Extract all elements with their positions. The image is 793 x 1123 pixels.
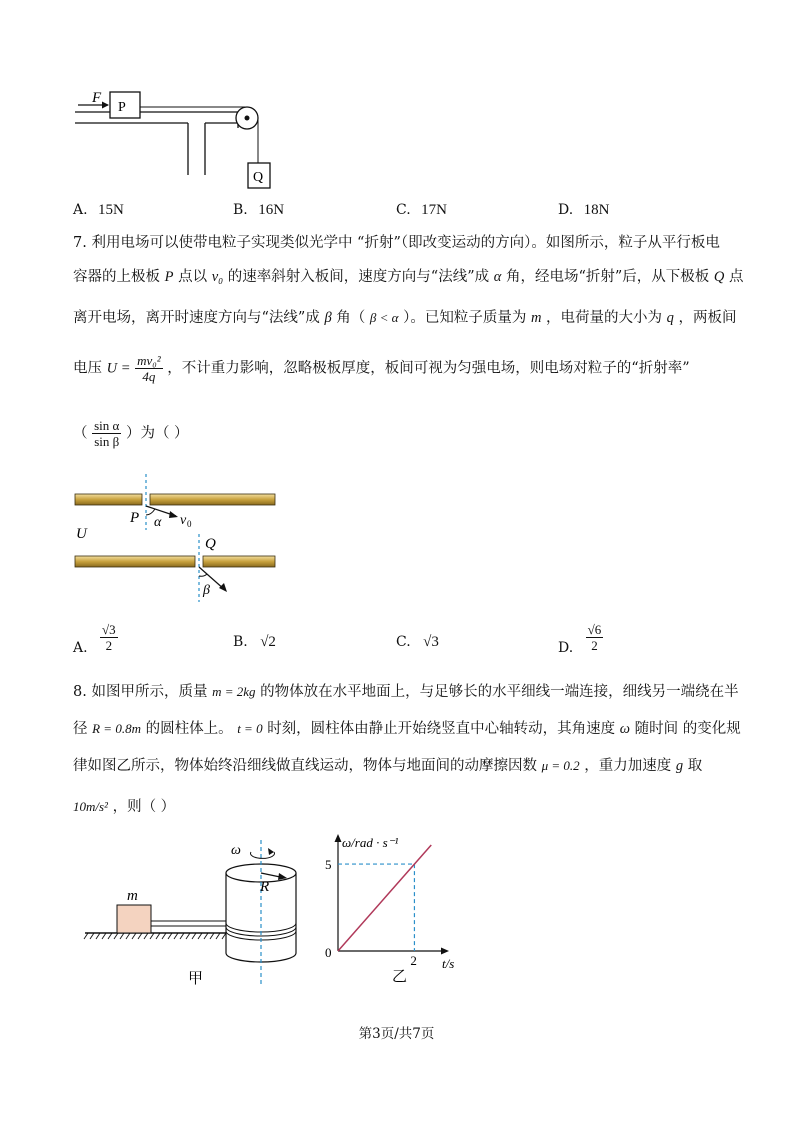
option-fraction <box>100 622 118 653</box>
fraction-denominator: 2 <box>591 638 598 653</box>
fraction-numerator: mv₀² <box>137 353 161 368</box>
omega-time-chart <box>320 825 470 985</box>
symbol-beta: β <box>324 310 332 326</box>
symbol-q-point: Q <box>713 269 725 285</box>
text: 电压 <box>73 360 102 377</box>
symbol-omega: ω <box>619 721 631 737</box>
symbol-p: P <box>164 269 174 285</box>
text: 角（ <box>336 310 366 326</box>
option-fraction <box>586 622 604 653</box>
fraction-denominator: sin β <box>94 434 120 449</box>
option-value: 15N <box>98 202 124 218</box>
omega-label: ω <box>231 843 241 858</box>
ratio-fraction <box>92 418 121 449</box>
point-q-label: Q <box>205 536 216 552</box>
text: 点以 <box>178 269 208 285</box>
text: ）。已知粒子质量为 <box>403 310 527 326</box>
q8-line-4 <box>73 797 175 817</box>
formula-mass: m = 2kg <box>212 684 256 699</box>
velocity-subscript: 0 <box>187 519 192 529</box>
point-p-label: P <box>130 510 140 526</box>
q7-line-2 <box>73 267 743 287</box>
q7-option-a[interactable] <box>73 622 118 656</box>
formula-time: t = 0 <box>237 721 263 736</box>
cylinder-figure <box>80 835 305 990</box>
pulley-figure <box>60 80 290 200</box>
option-letter: B. <box>233 202 248 218</box>
formula-gravity: 10m/s² <box>73 799 108 814</box>
text: ，则（ ） <box>112 799 176 815</box>
text: 律如图乙所示，物体始终沿细线做直线运动，物体与地面间的动摩擦因数 <box>73 758 537 774</box>
q7-option-b[interactable] <box>233 632 276 652</box>
option-letter: A. <box>73 639 88 656</box>
q6-option-a[interactable] <box>73 200 124 220</box>
page-number: 第3页/共7页 <box>358 1026 435 1042</box>
fraction-denominator: 2 <box>105 638 113 653</box>
q7-option-d[interactable] <box>558 622 603 656</box>
option-letter: C. <box>396 202 411 218</box>
option-letter: B. <box>233 634 248 650</box>
text: ，电荷量的大小为 <box>546 310 663 326</box>
text: （ <box>73 425 88 442</box>
beta-label: β <box>203 583 210 598</box>
figure-jia-label: 甲 <box>188 971 204 987</box>
q8-line-3 <box>73 756 702 776</box>
option-letter: C. <box>396 634 411 650</box>
option-value: 18N <box>583 202 610 218</box>
text: 径 <box>73 721 88 737</box>
option-value: 17N <box>421 202 447 218</box>
omega-series-line <box>338 845 431 951</box>
figure-yi-label: 乙 <box>392 969 408 985</box>
text: 角，经电场“折射”后，从下极板 <box>505 269 710 285</box>
velocity-label: v <box>180 513 187 528</box>
q7-option-c[interactable] <box>396 632 439 652</box>
text: 的圆柱体上。 <box>145 721 233 737</box>
text: 时刻，圆柱体由静止开始绕竖直中心轴转动，其角速度 <box>267 721 616 737</box>
block-p-label: P <box>118 100 126 115</box>
y-tick-label: 5 <box>325 857 332 873</box>
alpha-label: α <box>154 515 162 530</box>
q7-line-3 <box>73 308 737 328</box>
x-axis-label: t/s <box>442 956 455 971</box>
y-axis-label: ω/rad · s⁻¹ <box>342 835 399 850</box>
option-value: √2 <box>260 634 276 650</box>
option-value: 16N <box>258 202 285 218</box>
x-tick-label: 2 <box>410 953 417 968</box>
option-letter: D. <box>558 202 574 218</box>
text: 容器的上极板 <box>73 269 160 285</box>
text: ，不计重力影响，忽略极板厚度，板间可视为匀强电场，则电场对粒子的“折射率” <box>167 360 690 377</box>
option-letter: A. <box>73 202 88 218</box>
symbol-g: g <box>675 758 684 774</box>
voltage-fraction <box>135 353 163 384</box>
symbol-condition: β < α <box>369 310 399 325</box>
fraction-numerator: sin α <box>94 418 120 433</box>
mass-label: m <box>127 888 138 904</box>
text: 随时间 的变化规 <box>634 721 741 737</box>
radius-label: R <box>260 879 270 895</box>
symbol-m: m <box>530 310 542 326</box>
q7-line-1: 7. 利用电场可以使带电粒子实现类似光学中 “折射”（即改变运动的方向）。如图所示，粒子从平行板电 <box>73 235 720 251</box>
text: 离开电场，离开时速度方向与“法线”成 <box>73 310 320 326</box>
q7-line-5 <box>73 418 189 449</box>
q6-option-c[interactable] <box>396 200 447 220</box>
origin-label: 0 <box>325 945 332 960</box>
block-q-label: Q <box>253 170 264 185</box>
capacitor-figure <box>70 470 290 605</box>
option-value: √3 <box>423 634 439 650</box>
text: ，重力加速度 <box>584 758 672 774</box>
q6-option-b[interactable] <box>233 200 284 220</box>
text: 点 <box>728 269 744 285</box>
q8-line-2 <box>73 719 741 739</box>
text: 的物体放在水平地面上，与足够长的水平细线一端连接，细线另一端绕在半 <box>260 684 739 700</box>
text: 8. 如图甲所示，质量 <box>73 684 208 700</box>
option-letter: D. <box>558 639 574 656</box>
symbol-alpha: α <box>493 269 502 285</box>
formula-friction: μ = 0.2 <box>541 758 580 773</box>
fraction-numerator: √6 <box>587 622 602 637</box>
voltage-label: U <box>76 526 87 542</box>
symbol-q: q <box>666 310 674 326</box>
q8-line-1 <box>73 682 739 702</box>
symbol-v0: v₀ <box>211 269 224 285</box>
text: ）为（ ） <box>125 425 189 442</box>
formula-radius: R = 0.8m <box>92 721 141 736</box>
text: ，两板间 <box>678 310 737 326</box>
fraction-denominator: 4q <box>142 369 156 384</box>
fraction-numerator: √3 <box>102 622 116 637</box>
q7-line-4 <box>73 353 690 384</box>
text: 的速率斜射入板间，速度方向与“法线”成 <box>227 269 490 285</box>
q6-option-d[interactable] <box>558 200 609 220</box>
force-label: F <box>92 90 102 106</box>
symbol-u: U = <box>106 360 131 377</box>
text: 取 <box>687 758 703 774</box>
